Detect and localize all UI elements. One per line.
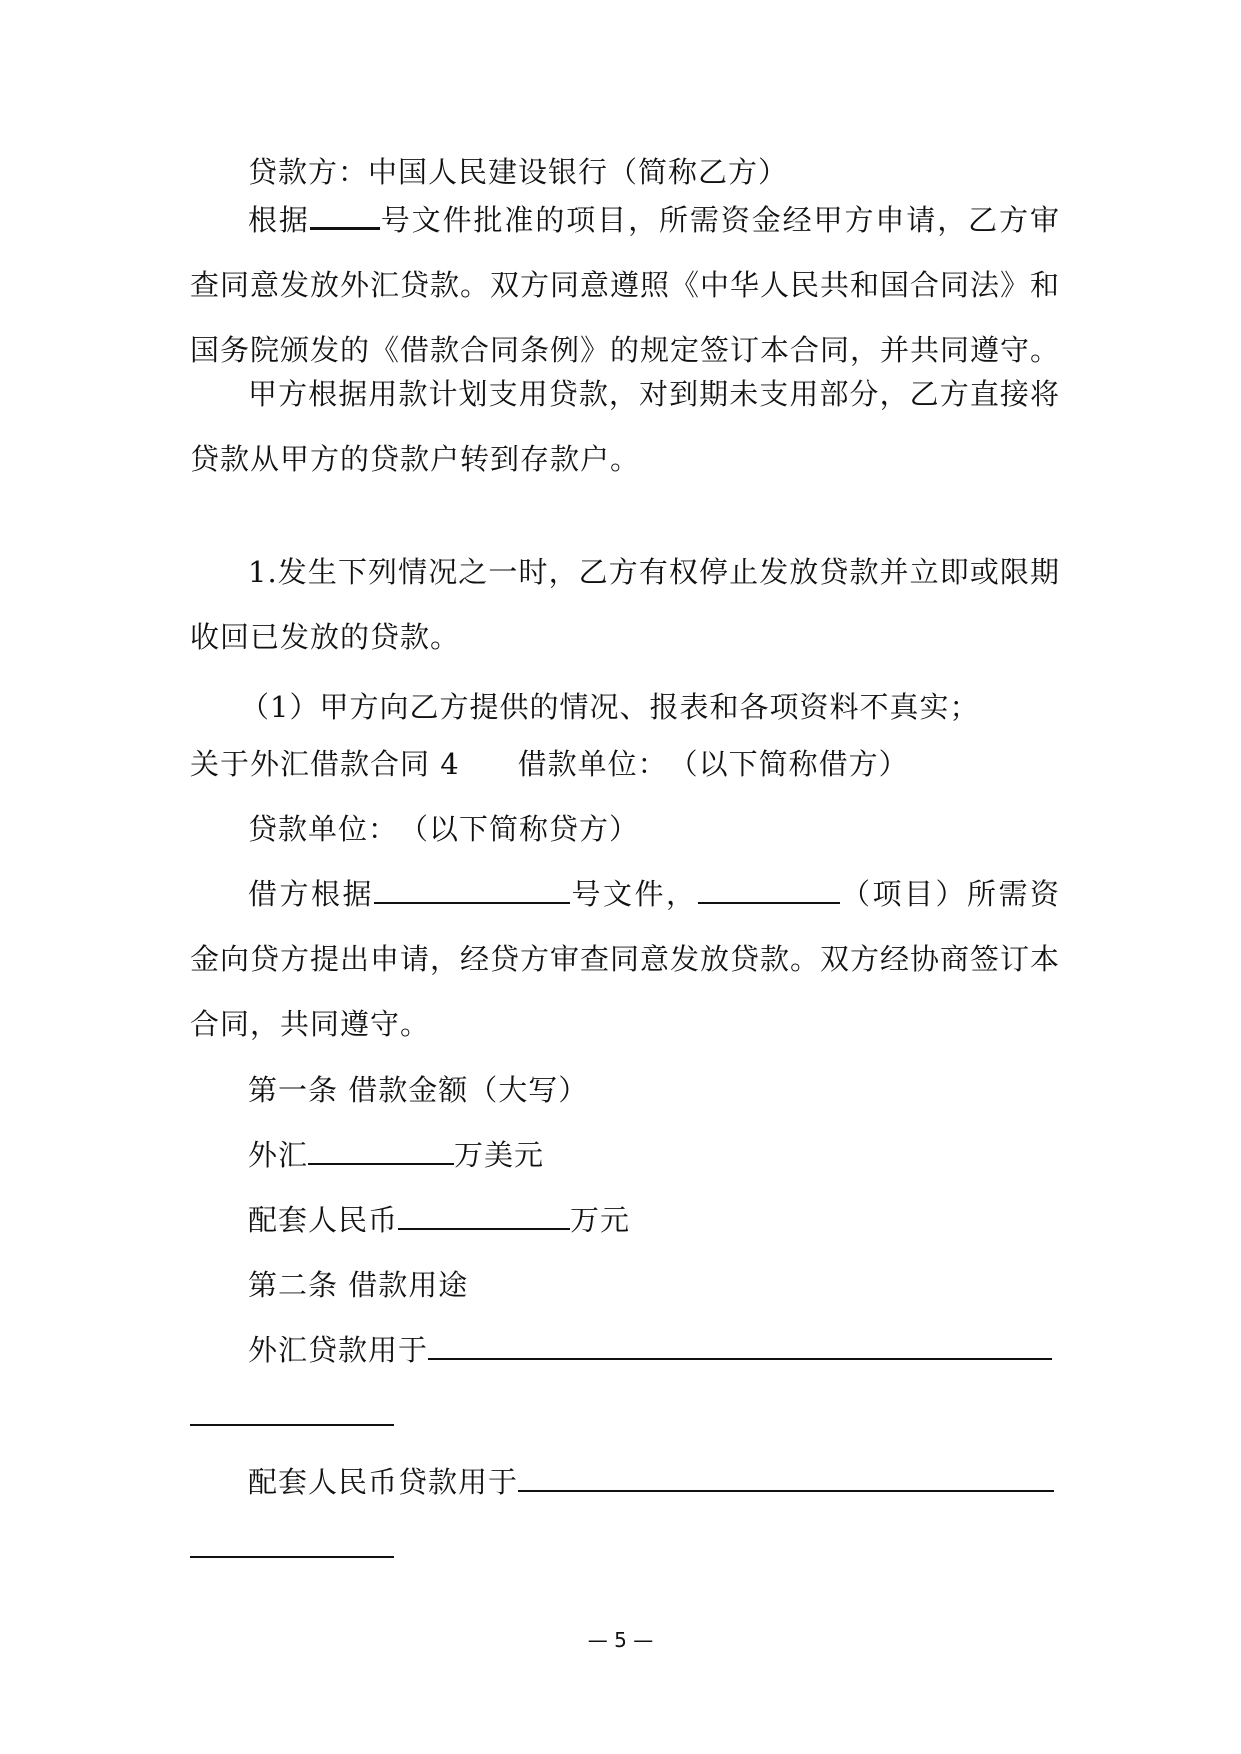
approval-paragraph xyxy=(190,188,1060,383)
lender-text: 贷款方：中国人民建设银行（简称乙方） xyxy=(248,155,789,189)
lender-unit-paragraph xyxy=(190,797,1060,862)
termination-text: 1.发生下列情况之一时，乙方有权停止发放贷款并立即或限期收回已发放的贷款。 xyxy=(190,555,1060,654)
rmb-use-blank-2 xyxy=(190,1530,394,1558)
article-1-text: 第一条 借款金额（大写） xyxy=(248,1073,589,1107)
article-1-heading xyxy=(190,1058,1060,1123)
usage-plan-paragraph xyxy=(190,362,1060,492)
rmb-use-label: 配套人民币贷款用于 xyxy=(248,1465,519,1499)
rmb-use-continuation xyxy=(190,1528,394,1568)
rmb-use-blank xyxy=(518,1464,1054,1492)
page-number: — 5 — xyxy=(587,1628,654,1652)
foreign-amount-unit: 万美元 xyxy=(454,1138,545,1172)
file-number-blank xyxy=(374,876,570,904)
rmb-amount-blank xyxy=(398,1202,570,1230)
borrower-basis-rest: （项目）所需资金向贷方提出申请，经贷方审查同意发放贷款。双方经协商签订本合同，共同遵守。 xyxy=(190,877,1061,1041)
foreign-use-blank xyxy=(428,1332,1052,1360)
clause-1-text: （1）甲方向乙方提供的情况、报表和各项资料不真实； xyxy=(240,690,980,724)
borrower-basis-paragraph xyxy=(190,862,1060,1057)
usage-plan-text: 甲方根据用款计划支用贷款，对到期未支用部分，乙方直接将贷款从甲方的贷款户转到存款户。 xyxy=(190,377,1060,476)
foreign-use-line xyxy=(190,1318,1060,1383)
project-blank xyxy=(698,876,840,904)
lender-unit-text: 贷款单位： （以下简称贷方） xyxy=(248,812,640,846)
borrower-basis-start: 借方根据 xyxy=(248,877,374,911)
foreign-use-label: 外汇贷款用于 xyxy=(248,1333,429,1367)
approval-text-rest: 号文件批准的项目，所需资金经甲方申请，乙方审查同意发放外汇贷款。双方同意遵照《中华人民共和国合同法》和国务院颁发的《借款合同条例》的规定签订本合同，并共同遵守。 xyxy=(190,203,1061,367)
rmb-amount-line xyxy=(190,1188,1060,1253)
article-2-text: 第二条 借款用途 xyxy=(248,1268,469,1302)
article-2-heading xyxy=(190,1253,1060,1318)
termination-paragraph xyxy=(190,540,1060,670)
borrower-basis-file: 号文件， xyxy=(570,877,698,911)
foreign-use-continuation xyxy=(190,1396,394,1436)
borrower-text: 借款单位： （以下简称借方） xyxy=(517,747,909,781)
document-number-blank xyxy=(310,201,380,230)
foreign-amount-label: 外汇 xyxy=(248,1138,309,1172)
contract-title-line xyxy=(190,732,1060,797)
rmb-amount-label: 配套人民币 xyxy=(248,1203,399,1237)
contract-title: 关于外汇借款合同 4 xyxy=(190,747,460,781)
clause-1-paragraph xyxy=(190,675,1060,740)
rmb-amount-unit: 万元 xyxy=(570,1203,631,1237)
foreign-amount-line xyxy=(190,1123,1060,1188)
rmb-use-line xyxy=(190,1450,1060,1515)
approval-text-start: 根据 xyxy=(248,203,310,237)
foreign-amount-blank xyxy=(308,1137,454,1165)
foreign-use-blank-2 xyxy=(190,1398,394,1426)
